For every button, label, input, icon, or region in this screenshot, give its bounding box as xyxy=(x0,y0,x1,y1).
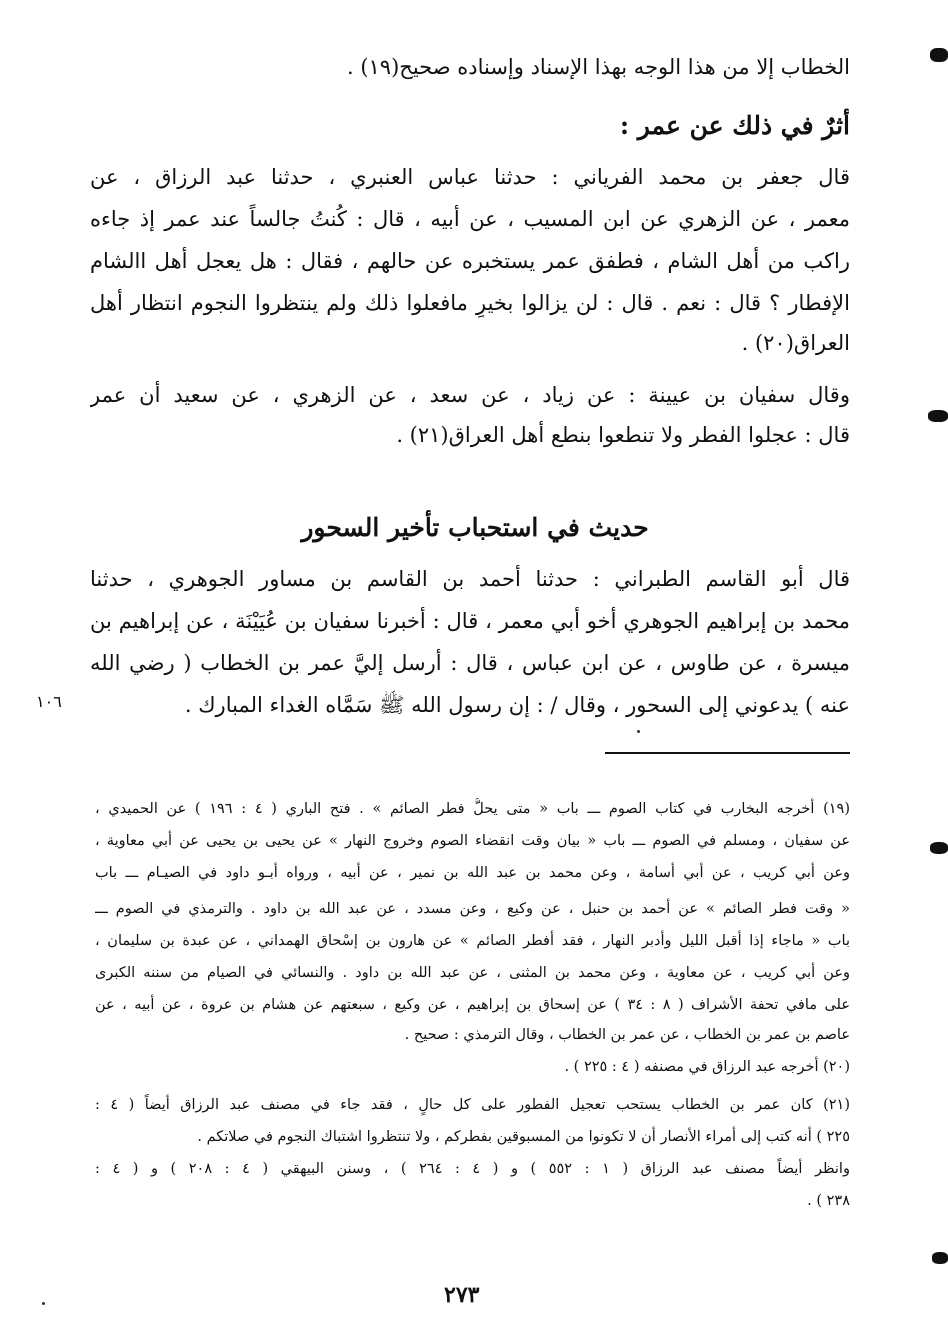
text-line: الإفطار ؟ قال : نعم . قال : لن يزالوا بخيرٍ مافعلوا ذلك ولم ينتظروا النجوم انتظار أهل xyxy=(90,291,850,315)
footnote-line: (٢٠) أخرجه عبد الرزاق في مصنفه ( ٤ : ٢٢٥ ) . xyxy=(564,1059,850,1075)
text-line: قال أبو القاسم الطبراني : حدثنا أحمد بن القاسم بن مساور الجوهري ، حدثنا xyxy=(90,567,850,591)
text-line: وقال سفيان بن عيينة : عن زياد ، عن سعد ، عن الزهري ، عن سعيد أن عمر xyxy=(90,383,850,407)
scan-mark xyxy=(928,410,948,422)
text-line: راكب من أهل الشام ، فطفق عمر يستخبره عن حالهم ، فقال : هل يعجل أهل االشام xyxy=(90,249,850,273)
scan-speck xyxy=(42,1302,45,1305)
footnote-line: وعن أبي كريب ، عن أبي أسامة ، وعن محمد بن عبد الله بن نمير ، عن أبيه ، ورواه أبـو داود في الصيـام ـــ باب xyxy=(95,865,850,881)
footnote-line: « وقت فطر الصائم » عن أحمد بن حنبل ، عن وكيع ، وعن مسدد ، عن عبد الله بن داود . والترمذي في الصوم ـــ xyxy=(95,901,850,917)
footnote-line: (١٩) أخرجه البخارب في كتاب الصوم ـــ باب « متى يحلُّ فطر الصائم » . فتح الباري ( ٤ : ١٩٦ ) عن الحميدي ، xyxy=(95,801,850,817)
scan-speck xyxy=(637,730,640,733)
footnote-separator xyxy=(605,752,850,754)
text-line: قال : عجلوا الفطر ولا تنطعوا بنطع أهل العراق(٢١) . xyxy=(396,423,850,447)
margin-page-reference: ١٠٦ xyxy=(36,692,62,711)
scan-mark xyxy=(930,48,948,62)
footnote-line: على مافي تحفة الأشراف ( ٨ : ٣٤ ) عن إسحاق بن إبراهيم ، عن وكيع ، سبعتهم عن هشام بن عروة ، عن أبيه ، عن xyxy=(95,997,850,1013)
text-line: عنه ) يدعوني إلى السحور ، وقال / : إن رسول الله ﷺ سَمَّاه الغداء المبارك . xyxy=(184,693,850,717)
scan-mark xyxy=(932,1252,948,1264)
footnote-line: وعن أبي كريب ، عن معاوية ، وعن محمد بن المثنى ، عن عبد الله بن داود . والنسائي في الصيام من سننه الكبرى xyxy=(95,965,850,981)
text-line: الخطاب إلا من هذا الوجه بهذا الإسناد وإسناده صحيح(١٩) . xyxy=(346,55,850,79)
text-line: معمر ، عن الزهري عن ابن المسيب ، عن أبيه ، قال : كُنتُ جالساً عند عمر إذ جاءه xyxy=(90,207,850,231)
footnote-line: ٢٢٥ ) أنه كتب إلى أمراء الأنصار أن لا تكونوا من المسبوقين بفطركم ، ولا تنتظروا اشتباك النجوم في صلاتكم . xyxy=(197,1129,850,1145)
text-line: العراق(٢٠) . xyxy=(741,331,850,355)
footnote-line: عاصم بن عمر بن الخطاب ، عن عمر بن الخطاب ، وقال الترمذي : صحيح . xyxy=(404,1027,850,1043)
footnote-line: ٢٣٨ ) . xyxy=(807,1193,850,1209)
section-heading: حديث في استحباب تأخير السحور xyxy=(301,513,649,542)
scan-mark xyxy=(930,842,948,854)
footnote-line: عن سفيان ، ومسلم في الصوم ـــ باب « بيان وقت انقضاء الصوم وخروج النهار » عن يحيى بن يحيى عن أبي معاوية ، xyxy=(95,833,850,849)
text-line: قال جعفر بن محمد الفرياني : حدثنا عباس العنبري ، حدثنا عبد الرزاق ، عن xyxy=(90,165,850,189)
section-heading: أثرٌ في ذلك عن عمر : xyxy=(619,111,850,140)
footnote-line: باب « ماجاء إذا أقبل الليل وأدبر النهار ، فقد أفطر الصائم » عن هارون بن إسْحاق الهمداني ، عن عبدة بن سليمان ، xyxy=(95,933,850,949)
text-line: ميسرة ، عن طاوس ، عن ابن عباس ، قال : أرسل إليَّ عمر بن الخطاب ( رضي الله xyxy=(90,651,850,675)
page-number: ٢٧٣ xyxy=(444,1282,480,1308)
footnote-line: (٢١) كان عمر بن الخطاب يستحب تعجيل الفطور على كل حالٍ ، فقد جاء في مصنف عبد الرزاق أيضاً ( ٤ : xyxy=(95,1097,850,1113)
text-line: محمد بن إبراهيم الجوهري أخو أبي معمر ، قال : أخبرنا سفيان بن عُيَيْنَة ، عن إبراهيم بن xyxy=(90,609,850,633)
footnote-line: وانظر أيضاً مصنف عبد الرزاق ( ١ : ٥٥٢ ) و ( ٤ : ٢٦٤ ) ، وسنن البيهقي ( ٤ : ٢٠٨ ) و ( ٤ : xyxy=(95,1161,850,1177)
